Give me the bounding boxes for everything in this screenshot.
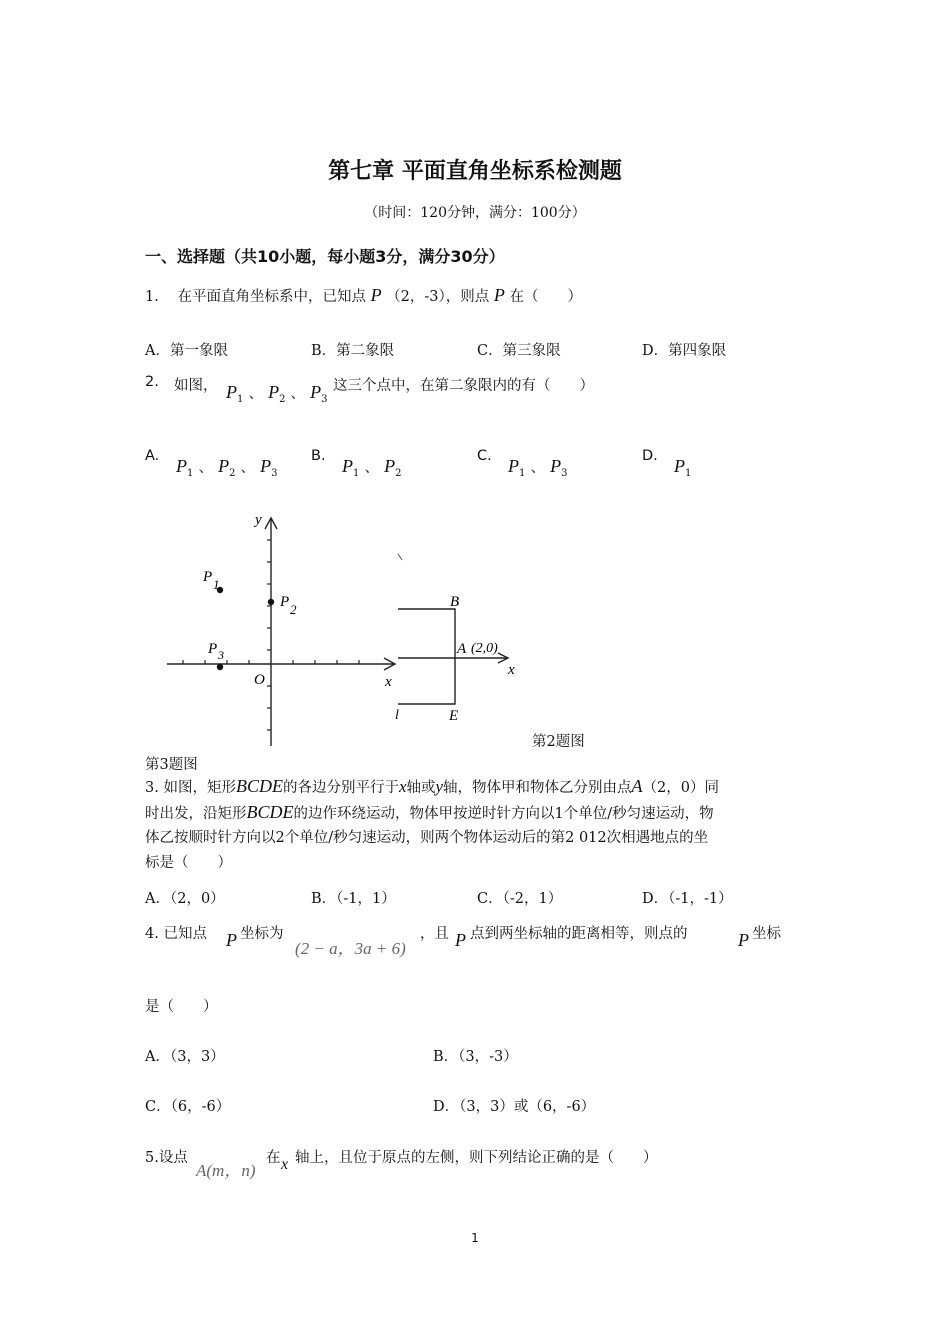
q3-rect2: BCDE (246, 802, 294, 822)
q3-option-d: D．（-1，-1） (642, 891, 733, 907)
q4-text-a: 4. 已知点 (145, 926, 207, 942)
q3-option-a: A．（2，0） (145, 891, 225, 907)
q1-var-p2: P (493, 285, 505, 305)
fig3-label-e: E (449, 708, 459, 724)
q2-option-c-label: C. (477, 448, 492, 464)
q2-c-sep: 、 (530, 460, 545, 476)
q3-l1a: 3. 如图，矩形 (145, 780, 236, 796)
q2-option-d-label: D. (642, 448, 658, 464)
q2-text-post: 这三个点中，在第二象限内的有（ ） (333, 378, 594, 394)
q3-option-c: C．（-2，1） (477, 891, 563, 907)
q3-line-4: 标是（ ） (145, 855, 232, 871)
q1-var-p: P (370, 285, 382, 305)
q1-coord: （2，-3），则点 (386, 289, 490, 305)
q3-x: x (398, 777, 407, 796)
q3-l2b: 的边作环绕运动，物体甲按逆时针方向以1个单位/秒匀速运动，物 (293, 806, 714, 822)
q2-p2-sub: 2 (279, 394, 286, 405)
q3-y: y (435, 777, 444, 796)
q4-var-p1: P (226, 930, 237, 950)
q2-b-p1-sub: 1 (353, 468, 360, 479)
q2-number: 2. (145, 374, 159, 390)
q4-text-b: 坐标为 (240, 926, 284, 942)
section-heading: 一、选择题（共10小题，每小题3分，满分30分） (145, 247, 505, 266)
q3-a: A (631, 776, 643, 796)
q2-a-p1: P (176, 456, 187, 476)
q4-option-c: C．（6，-6） (145, 1099, 231, 1115)
q1-option-c: C．第三象限 (477, 343, 561, 359)
q4-option-b: B．（3，-3） (433, 1049, 518, 1065)
q3-line-3: 体乙按顺时针方向以2个单位/秒匀速运动，则两个物体运动后的第2 012次相遇地点的坐 (145, 830, 709, 846)
figure-q2 (167, 512, 395, 746)
q3-l1b: 的各边分别平行于 (282, 780, 399, 796)
fig2-label-x: x (385, 674, 392, 690)
q2-c-p3-sub: 3 (561, 468, 568, 479)
page-subtitle: （时间：120分钟，满分：100分） (364, 205, 586, 221)
q2-b-p2: P (384, 456, 396, 476)
q2-p3-sub: 3 (321, 394, 328, 405)
q2-option-b-label: B. (311, 448, 326, 464)
q2-p3: P (310, 382, 322, 402)
fig3-label-one: l (395, 708, 399, 723)
q4-option-d: D．（3，3）或（6，-6） (433, 1099, 596, 1115)
q3-option-b: B．（-1，1） (311, 891, 396, 907)
q2-a-p3-sub: 3 (271, 468, 278, 479)
q3-rect: BCDE (235, 776, 283, 796)
fig3-label-a: A (457, 641, 467, 657)
q4-text-c: ，且 (420, 926, 449, 942)
fig3-rectangle (398, 609, 455, 704)
fig2-label-p3-sub: 3 (218, 648, 224, 662)
q1-text-pre: 在平面直角坐标系中，已知点 (177, 289, 366, 305)
q4-text-f: 是（ ） (145, 999, 218, 1015)
fig3-label-a-coord: (2,0) (471, 641, 498, 656)
q1-option-a: A．第一象限 (145, 343, 228, 359)
q2-b-p2-sub: 2 (395, 468, 402, 479)
q5-text-c: 轴上，且位于原点的左侧，则下列结论正确的是（ ） (295, 1150, 658, 1166)
fig3-label-b: B (450, 594, 460, 610)
q1-option-d: D．第四象限 (642, 343, 727, 359)
q2-text-pre: 如图， (174, 378, 218, 394)
q2-d-p1-sub: 1 (685, 468, 692, 479)
q2-sep1: 、 (248, 386, 263, 402)
fig2-label-y: y (255, 512, 262, 528)
q1-option-b: B．第二象限 (311, 343, 395, 359)
fig2-point-p3 (217, 664, 223, 670)
q2-c-p3: P (550, 456, 562, 476)
q2-d-p1: P (674, 456, 685, 476)
q4-text-d: 点到两坐标轴的距离相等，则点的 (470, 926, 688, 942)
q1-text-post: 在（ ） (509, 289, 582, 305)
q3-l1e: （2，0）同 (642, 780, 719, 796)
q2-a-sep1: 、 (198, 460, 213, 476)
q2-c-p1: P (508, 456, 519, 476)
q2-sep2: 、 (290, 386, 306, 402)
fig2-label-p1: P (203, 569, 213, 585)
q2-a-p2-sub: 2 (229, 468, 236, 479)
q4-text-e: 坐标 (752, 926, 781, 942)
q3-l1c: 轴或 (406, 780, 436, 796)
fig3-caption: 第3题图 (145, 757, 198, 773)
q2-a-p2: P (218, 456, 230, 476)
q3-line-2 (145, 800, 714, 827)
q2-p2: P (268, 382, 280, 402)
q2-p1: P (226, 382, 237, 402)
q5-expression: A(m，n) (196, 1161, 256, 1180)
page-number: 1 (471, 1231, 479, 1245)
fig2-label-p1-sub: 1 (213, 577, 220, 592)
fig2-label-p2-sub: 2 (290, 602, 297, 617)
q4-expression: (2 − a，3a + 6) (295, 939, 406, 958)
fig2-label-o: O (254, 672, 265, 688)
q2-a-sep2: 、 (240, 460, 256, 476)
page-title: 第七章 平面直角坐标系检测题 (328, 159, 622, 184)
q5-text-b: 在 (266, 1150, 281, 1166)
q2-p1-sub: 1 (237, 394, 244, 405)
q2-option-a-label: A. (145, 448, 160, 464)
q2-a-p3: P (260, 456, 272, 476)
q4-option-a: A．（3，3） (145, 1049, 225, 1065)
q4-var-p2: P (455, 930, 466, 950)
q2-c-p1-sub: 1 (519, 468, 526, 479)
q4-var-p3: P (738, 930, 749, 950)
q2-a-p1-sub: 1 (187, 468, 194, 479)
fig3-mark (398, 554, 402, 560)
q2-b-sep: 、 (364, 460, 379, 476)
fig3-label-x: x (508, 662, 515, 678)
fig2-caption: 第2题图 (532, 734, 585, 750)
q5-var-x: x (281, 1156, 289, 1173)
fig2-point-p2 (268, 599, 274, 605)
q3-l2a: 时出发，沿矩形 (145, 806, 247, 822)
fig2-label-p3: P (208, 641, 218, 657)
q3-l1d: 轴，物体甲和物体乙分别由点 (443, 780, 632, 796)
q2-b-p1: P (342, 456, 353, 476)
figure-q3 (395, 554, 515, 724)
fig2-label-p2: P (280, 594, 290, 610)
q3-line-1 (145, 774, 719, 801)
q5-text-a: 5.设点 (145, 1150, 188, 1166)
q1-number: 1. (145, 289, 159, 305)
